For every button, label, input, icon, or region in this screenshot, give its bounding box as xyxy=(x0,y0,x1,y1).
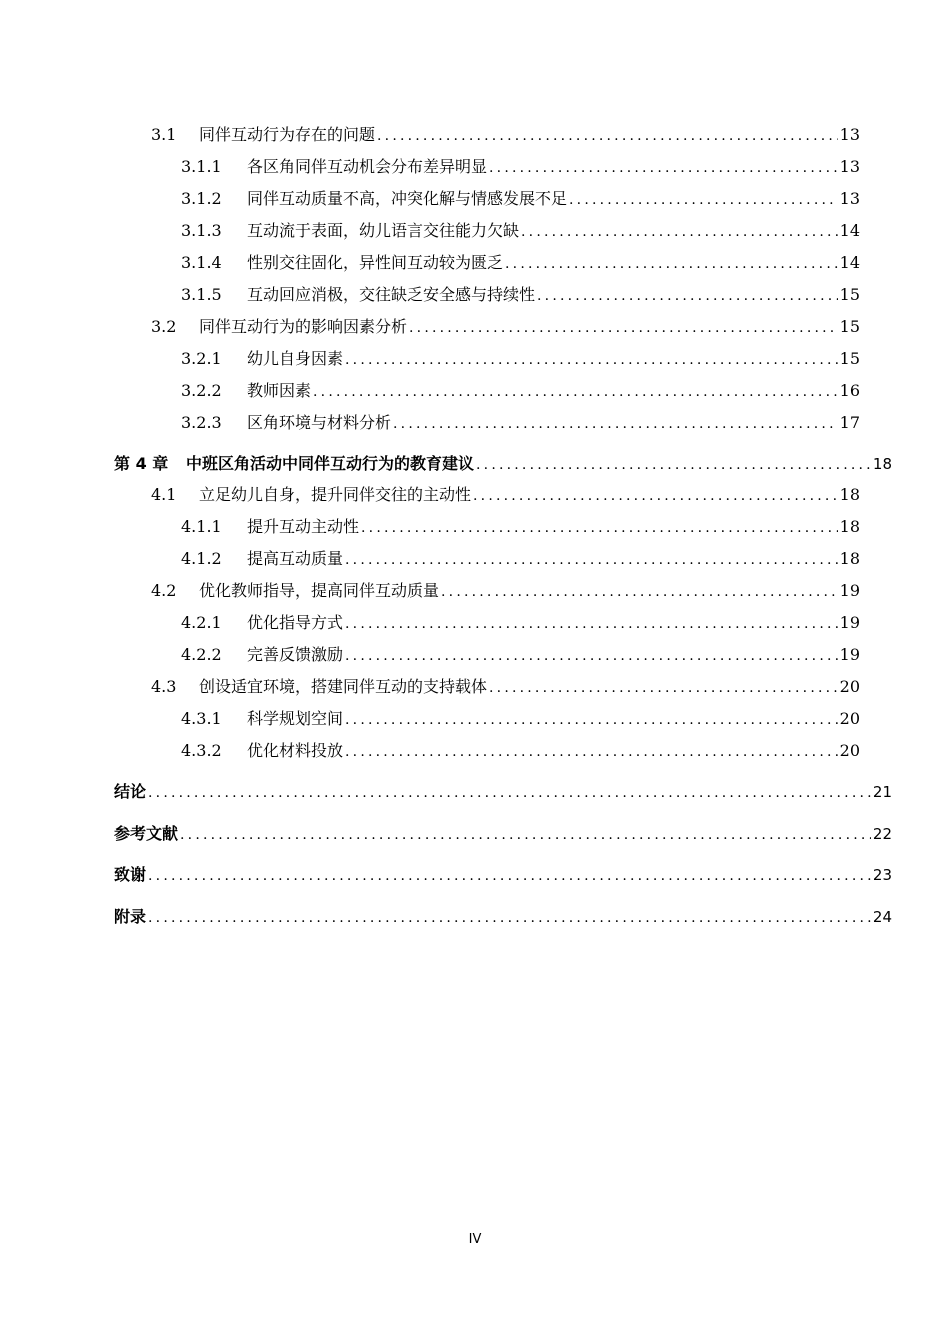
toc-entry-number: 4.2.1 xyxy=(181,613,222,632)
toc-dot-leader xyxy=(148,785,871,801)
toc-entry[interactable] xyxy=(181,410,860,433)
toc-entry-title: 优化教师指导，提高同伴互动质量 xyxy=(199,581,440,600)
toc-dot-leader xyxy=(569,192,838,208)
toc-entry-title: 同伴互动质量不高，冲突化解与情感发展不足 xyxy=(247,189,568,208)
toc-backmatter-title: 附录 xyxy=(114,907,147,926)
toc-entry-number: 3.2.3 xyxy=(181,413,222,432)
toc-entry-page: 19 xyxy=(839,613,860,632)
toc-backmatter-entry[interactable] xyxy=(114,862,892,885)
toc-entry-number: 3.2 xyxy=(151,317,177,336)
toc-backmatter-title: 参考文献 xyxy=(114,824,179,843)
toc-entry-page: 13 xyxy=(839,157,860,176)
toc-entry-title: 完善反馈激励 xyxy=(247,645,344,664)
toc-dot-leader xyxy=(393,416,838,432)
toc-entry-number: 4.1 xyxy=(151,485,177,504)
toc-entry-number: 4.3.1 xyxy=(181,709,222,728)
toc-entry-number: 3.1.1 xyxy=(181,157,222,176)
toc-entry[interactable] xyxy=(151,674,860,697)
toc-dot-leader xyxy=(345,744,838,760)
toc-entry-page: 13 xyxy=(839,125,860,144)
toc-entry[interactable] xyxy=(181,346,860,369)
toc-chapter-entry[interactable] xyxy=(114,451,892,474)
toc-entry-number: 4.3 xyxy=(151,677,177,696)
toc-entry[interactable] xyxy=(181,218,860,241)
toc-dot-leader xyxy=(476,457,871,473)
toc-backmatter-title: 致谢 xyxy=(114,865,147,884)
toc-dot-leader xyxy=(345,648,838,664)
toc-entry[interactable] xyxy=(181,154,860,177)
toc-entry-page: 20 xyxy=(839,741,860,760)
toc-entry[interactable] xyxy=(181,610,860,633)
toc-entry-number: 4.2 xyxy=(151,581,177,600)
toc-backmatter-entry[interactable] xyxy=(114,821,892,844)
toc-entry[interactable] xyxy=(181,186,860,209)
toc-chapter-number: 第 4 章 xyxy=(114,454,169,473)
toc-entry-number: 3.1.4 xyxy=(181,253,222,272)
toc-entry-title: 教师因素 xyxy=(247,381,312,400)
toc-dot-leader xyxy=(148,910,871,926)
toc-backmatter-page: 22 xyxy=(872,825,892,843)
toc-entry-number: 3.1 xyxy=(151,125,177,144)
toc-entry[interactable] xyxy=(151,122,860,145)
toc-dot-leader xyxy=(521,224,838,240)
toc-entry-page: 15 xyxy=(839,317,860,336)
toc-entry-page: 19 xyxy=(839,645,860,664)
toc-entry-number: 3.1.2 xyxy=(181,189,222,208)
toc-entry-title: 提高互动质量 xyxy=(247,549,344,568)
toc-entry-title: 提升互动主动性 xyxy=(247,517,360,536)
toc-entry-page: 14 xyxy=(839,253,860,272)
toc-entry-title: 优化材料投放 xyxy=(247,741,344,760)
toc-backmatter-entry[interactable] xyxy=(114,779,892,802)
toc-dot-leader xyxy=(505,256,838,272)
toc-backmatter-page: 24 xyxy=(872,908,892,926)
toc-entry[interactable] xyxy=(181,546,860,569)
toc-entry-page: 18 xyxy=(839,485,860,504)
toc-entry-page: 15 xyxy=(839,349,860,368)
toc-entry-title: 互动流于表面，幼儿语言交往能力欠缺 xyxy=(247,221,520,240)
toc-dot-leader xyxy=(345,552,838,568)
toc-entry-number: 3.2.2 xyxy=(181,381,222,400)
page-number-footer: IV xyxy=(468,1232,482,1247)
toc-dot-leader xyxy=(345,352,838,368)
toc-dot-leader xyxy=(409,320,838,336)
toc-entry-title: 同伴互动行为的影响因素分析 xyxy=(199,317,408,336)
toc-chapter-page: 18 xyxy=(872,455,892,473)
toc-dot-leader xyxy=(361,520,838,536)
toc-dot-leader xyxy=(489,680,838,696)
toc-entry-page: 16 xyxy=(839,381,860,400)
toc-dot-leader xyxy=(441,584,838,600)
toc-entry-title: 互动回应消极，交往缺乏安全感与持续性 xyxy=(247,285,536,304)
toc-entry-title: 性别交往固化，异性间互动较为匮乏 xyxy=(247,253,504,272)
toc-entry-number: 4.3.2 xyxy=(181,741,222,760)
toc-entry-page: 14 xyxy=(839,221,860,240)
toc-entry-title: 各区角同伴互动机会分布差异明显 xyxy=(247,157,488,176)
toc-entry-page: 13 xyxy=(839,189,860,208)
toc-backmatter-title: 结论 xyxy=(114,782,147,801)
toc-entry-title: 区角环境与材料分析 xyxy=(247,413,392,432)
toc-entry-title: 优化指导方式 xyxy=(247,613,344,632)
toc-entry-number: 4.1.1 xyxy=(181,517,222,536)
toc-dot-leader xyxy=(489,160,838,176)
toc-entry-title: 幼儿自身因素 xyxy=(247,349,344,368)
toc-entry-number: 4.2.2 xyxy=(181,645,222,664)
toc-dot-leader xyxy=(313,384,838,400)
toc-dot-leader xyxy=(537,288,838,304)
toc-entry[interactable] xyxy=(151,578,860,601)
toc-entry-page: 19 xyxy=(839,581,860,600)
toc-entry[interactable] xyxy=(151,482,860,505)
toc-dot-leader xyxy=(148,868,871,884)
toc-entry-title: 同伴互动行为存在的问题 xyxy=(199,125,376,144)
toc-entry-page: 18 xyxy=(839,549,860,568)
toc-entry[interactable] xyxy=(181,706,860,729)
toc-dot-leader xyxy=(473,488,838,504)
toc-entry[interactable] xyxy=(181,282,860,305)
toc-dot-leader xyxy=(180,827,871,843)
toc-dot-leader xyxy=(377,128,838,144)
toc-entry-page: 15 xyxy=(839,285,860,304)
toc-entry[interactable] xyxy=(181,514,860,537)
toc-dot-leader xyxy=(345,616,838,632)
toc-entry-page: 20 xyxy=(839,677,860,696)
toc-entry-page: 18 xyxy=(839,517,860,536)
toc-backmatter-page: 21 xyxy=(872,783,892,801)
toc-entry-title: 科学规划空间 xyxy=(247,709,344,728)
toc-entry[interactable] xyxy=(151,314,860,337)
toc-entry-number: 4.1.2 xyxy=(181,549,222,568)
toc-entry-page: 17 xyxy=(839,413,860,432)
toc-entry-number: 3.1.3 xyxy=(181,221,222,240)
toc-chapter-title: 中班区角活动中同伴互动行为的教育建议 xyxy=(186,454,475,473)
toc-dot-leader xyxy=(345,712,838,728)
toc-entry-number: 3.1.5 xyxy=(181,285,222,304)
toc-entry[interactable] xyxy=(181,642,860,665)
toc-entry-title: 创设适宜环境，搭建同伴互动的支持载体 xyxy=(199,677,488,696)
toc-entry-page: 20 xyxy=(839,709,860,728)
toc-entry[interactable] xyxy=(181,250,860,273)
toc-entry[interactable] xyxy=(181,378,860,401)
toc-entry-number: 3.2.1 xyxy=(181,349,222,368)
toc-backmatter-page: 23 xyxy=(872,866,892,884)
toc-entry[interactable] xyxy=(181,738,860,761)
toc-entry-title: 立足幼儿自身，提升同伴交往的主动性 xyxy=(199,485,472,504)
toc-backmatter-entry[interactable] xyxy=(114,904,892,927)
